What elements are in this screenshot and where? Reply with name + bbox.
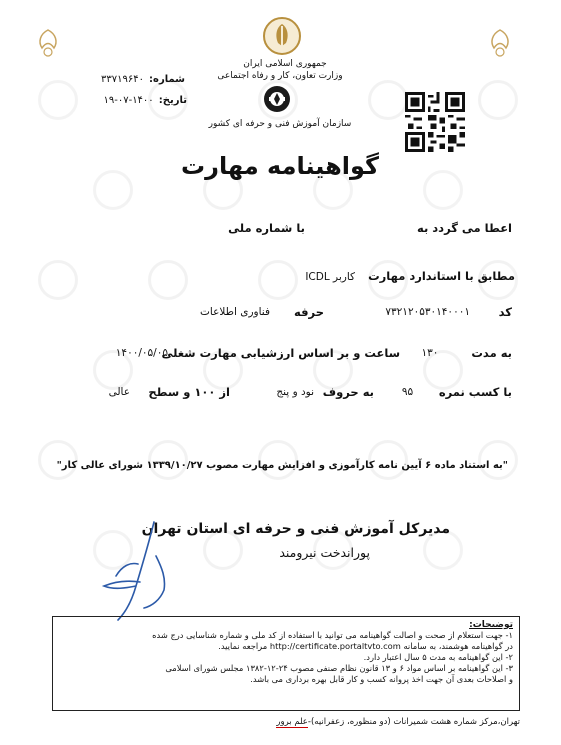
assessment-date: ۱۴۰۰/۰۵/۰۵	[115, 347, 168, 359]
ministry-name: وزارت تعاون، کار و رفاه اجتماعی	[217, 71, 343, 81]
director-title: مدیرکل آموزش فنی و حرفه ای استان تهران	[141, 521, 450, 537]
signature	[96, 516, 186, 626]
note-line: ۲- این گواهینامه به مدت ۵ سال اعتبار دارد.	[363, 652, 513, 662]
director-name: پوراندخت نیرومند	[279, 545, 370, 560]
corner-ornament-icon	[480, 24, 520, 64]
standard-row	[240, 265, 515, 284]
duration-label: به مدت	[471, 346, 512, 360]
number-row	[95, 67, 185, 86]
score-value: ۹۵	[401, 386, 414, 398]
notes-box	[52, 616, 520, 711]
level-value: عالی	[108, 386, 130, 398]
trade-label: حرفه	[294, 305, 324, 319]
corner-ornament-icon	[28, 24, 68, 64]
country-name: جمهوری اسلامی ایران	[243, 59, 327, 69]
note-line: ۱- جهت استعلام از صحت و اصالت گواهینامه می توانید با استفاده از کد ملی و شماره شناسایی درج شده	[152, 630, 513, 640]
code-value: ۷۳۲۱۲۰۵۳۰۱۴۰۰۰۱	[385, 306, 470, 318]
number-label: شماره:	[149, 74, 185, 85]
score-label: با کسب نمره	[438, 385, 512, 399]
organization-name: سازمان آموزش فنی و حرفه ای کشور	[208, 119, 352, 129]
note-line: و اصلاحات بعدی آن جهت اخذ پروانه کسب و کار قابل بهره برداری می باشد.	[250, 674, 513, 684]
granted-to-label: اعطا می گردد به	[416, 221, 512, 235]
date-label: تاریخ:	[158, 95, 187, 106]
number-value: ۳۳۷۱۹۶۴۰	[100, 74, 144, 85]
national-emblem-icon	[262, 16, 302, 56]
note-line: ۳- این گواهینامه بر اساس مواد ۶ و ۱۳ قانون نظام صنفی مصوب ۲۴-۱۲-۱۳۸۲ مجلس شورای اسلامی	[165, 663, 513, 673]
national-id-label: با شماره ملی	[228, 221, 305, 235]
letters-value: نود و پنج	[276, 386, 314, 398]
address-text: تهران،مرکز شماره هشت شمیرانات (دو منظوره، زعفرانیه)	[310, 717, 520, 727]
qr-code	[405, 92, 465, 152]
tvto-logo-icon	[262, 84, 292, 114]
hours-assessment-label: ساعت و بر اساس ارزشیابی مهارت شغلی	[161, 346, 400, 360]
date-row	[82, 88, 187, 107]
standard-label: مطابق با استاندارد مهارت	[368, 269, 515, 283]
certificate-title: گواهینامه مهارت	[181, 152, 379, 180]
notes-heading: توضیحات:	[469, 620, 513, 630]
date-value: ۱۴۰۰-۰۷-۱۹	[103, 95, 154, 106]
level-label: از ۱۰۰ و سطح	[148, 385, 230, 399]
code-label: کد	[498, 305, 512, 319]
legal-clause: "به استناد ماده ۶ آیین نامه کارآموزی و افزایش مهارت مصوب ۱۳۳۹/۱۰/۲۷ شورای عالی کار"	[56, 460, 508, 471]
address-tail: علم برور	[276, 717, 308, 727]
trade-value: فناوری اطلاعات	[200, 306, 270, 318]
standard-value: کاربر ICDL	[305, 271, 356, 283]
note-line: در گواهینامه هوشمند، به سامانه http://certificate.portaltvto.com مراجعه نمایید.	[218, 641, 513, 651]
duration-value: ۱۳۰	[421, 347, 439, 359]
footer-address: تهران،مرکز شماره هشت شمیرانات (دو منظوره، زعفرانیه)-علم برور	[276, 717, 520, 727]
letters-label: به حروف	[322, 385, 374, 399]
